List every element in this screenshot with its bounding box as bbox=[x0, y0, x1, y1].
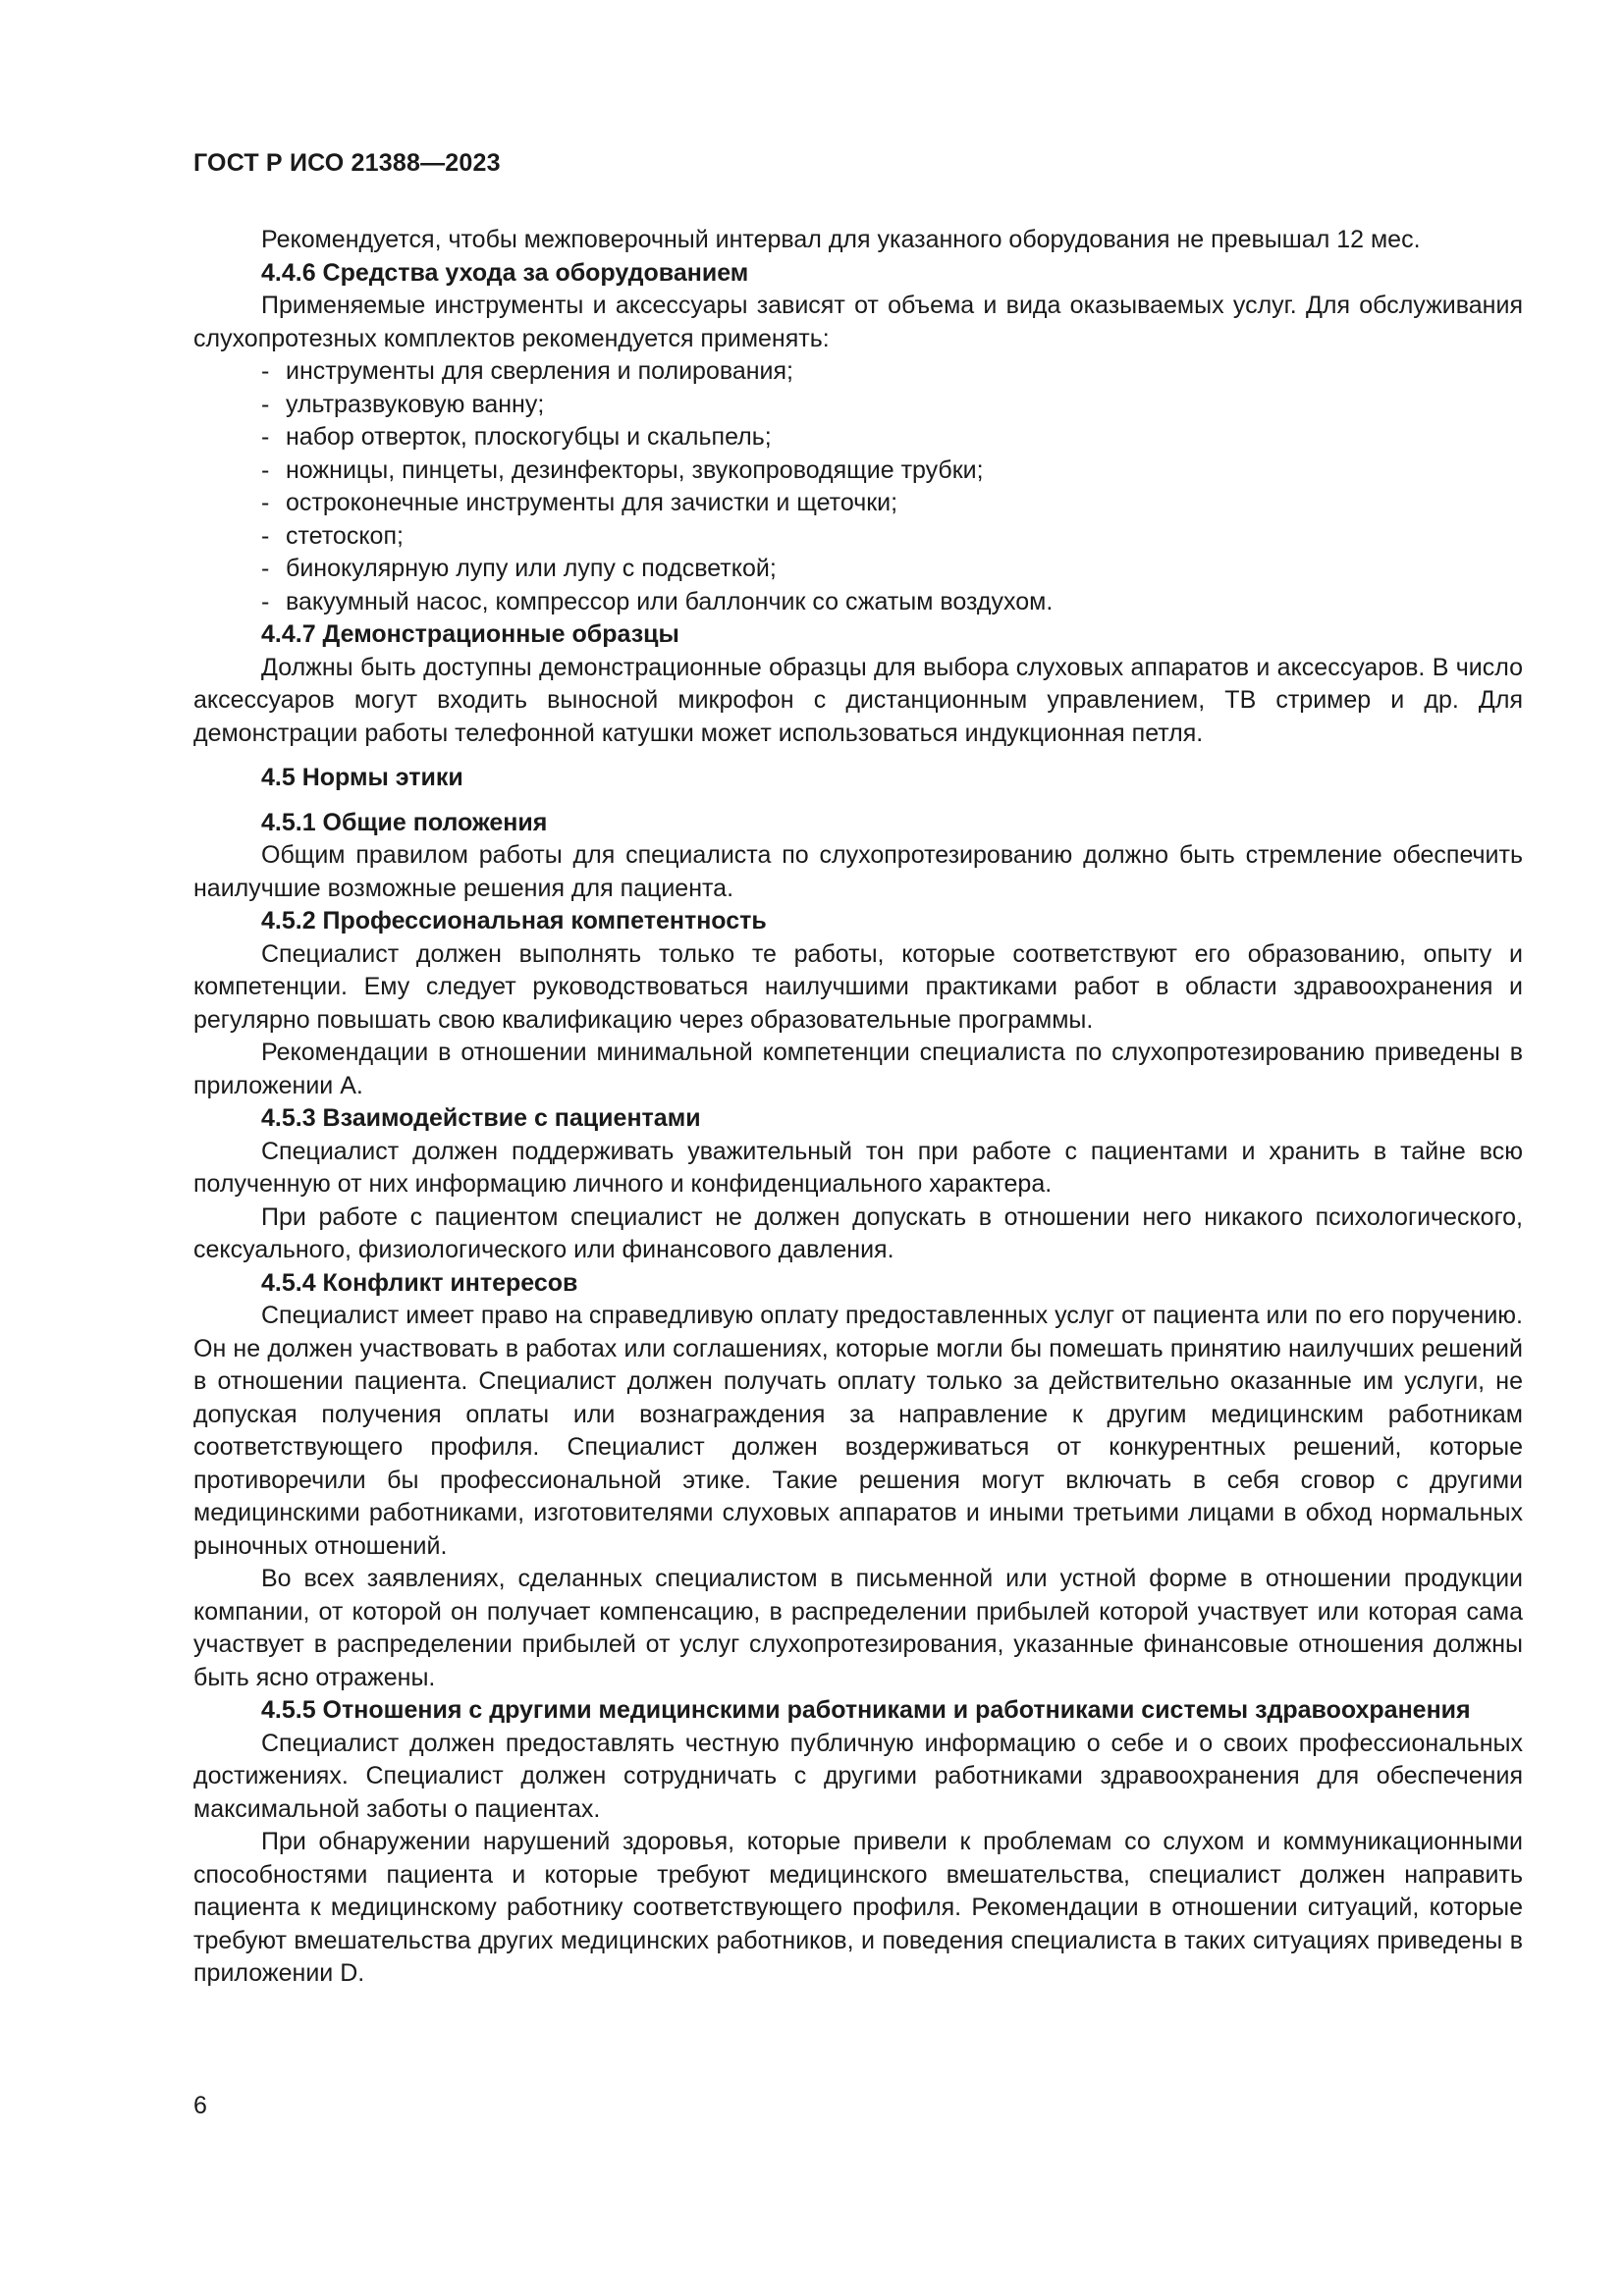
heading-4-5-4: 4.5.4 Конфликт интересов bbox=[261, 1268, 578, 1297]
paragraph-4-5-1: Общим правилом работы для специалиста по слухопротезированию должно быть стремление обеспечить наилучшие возможные решения для пациента. bbox=[193, 841, 1523, 902]
paragraph-4-5-5-a: Специалист должен предоставлять честную публичную информацию о себе и о своих профессиональных достижениях. Специалист должен сотрудничать с другими работниками здравоохранения для обеспечения максимальной заботы о пациентах. bbox=[193, 1729, 1523, 1823]
paragraph-4-4-7: Должны быть доступны демонстрационные образцы для выбора слуховых аппаратов и аксессуаров. В число аксессуаров могут входить выносной микрофон с дистанционным управлением, ТВ стример и др. Для демонстрации работы телефонной катушки может использоваться индукционная петля. bbox=[193, 653, 1523, 747]
heading-4-4-6: 4.4.6 Средства ухода за оборудованием bbox=[261, 258, 749, 287]
list-item: - вакуумный насос, компрессор или баллончик со сжатым воздухом. bbox=[261, 586, 1523, 619]
list-item: - стетоскоп; bbox=[261, 520, 1523, 554]
list-item: - инструменты для сверления и полирования; bbox=[261, 355, 1523, 389]
paragraph-4-5-5-b: При обнаружении нарушений здоровья, которые привели к проблемам со слухом и коммуникационными способностями пациента и которые требуют медицинского вмешательства, специалист должен направить пациента к медицинскому работнику соответствующего профиля. Рекомендации в отношении ситуаций, которые требуют вмешательства других медицинских работников, и поведения специалиста в таких ситуациях приведены в приложении D. bbox=[193, 1828, 1523, 1987]
document-body bbox=[193, 224, 1523, 1991]
list-dash: - bbox=[261, 555, 270, 582]
list-dash: - bbox=[261, 357, 270, 385]
list-item: - набор отверток, плоскогубцы и скальпель; bbox=[261, 421, 1523, 454]
paragraph-4-4-6: Применяемые инструменты и аксессуары зависят от объема и вида оказываемых услуг. Для обслуживания слухопротезных комплектов рекомендуется применять: bbox=[193, 292, 1523, 352]
list-item: - ножницы, пинцеты, дезинфекторы, звукопроводящие трубки; bbox=[261, 454, 1523, 488]
paragraph-4-5-4-a: Специалист имеет право на справедливую оплату предоставленных услуг от пациента или по его поручению. Он не должен участвовать в работах или соглашениях, которые могли бы помешать принятию наилучших решений в отношении пациента. Специалист должен получать оплату только за действительно оказанные им услуги, не допуская получения оплаты или вознаграждения за направление к другим медицинским работникам соответствующего профиля. Специалист должен воздерживаться от конкурентных решений, которые противоречили бы профессиональной этике. Такие решения могут включать в себя сговор с другими медицинскими работниками, изготовителями слуховых аппаратов и иными третьими лицами в обход нормальных рыночных отношений. bbox=[193, 1302, 1523, 1560]
heading-4-5-5: 4.5.5 Отношения с другими медицинскими работниками и работниками системы здравоохранения bbox=[261, 1696, 1471, 1724]
heading-4-4-7: 4.4.7 Демонстрационные образцы bbox=[261, 620, 679, 648]
heading-4-5-2: 4.5.2 Профессиональная компетентность bbox=[261, 907, 767, 934]
list-dash: - bbox=[261, 423, 270, 451]
page-number: 6 bbox=[193, 2092, 207, 2119]
list-item: - ультразвуковую ванну; bbox=[261, 389, 1523, 422]
paragraph-4-5-2-b: Рекомендации в отношении минимальной компетенции специалиста по слухопротезированию приведены в приложении А. bbox=[193, 1039, 1523, 1099]
document-header: ГОСТ Р ИСО 21388—2023 bbox=[193, 149, 501, 177]
list-dash: - bbox=[261, 521, 270, 550]
list-dash: - bbox=[261, 489, 270, 516]
list-item: - бинокулярную лупу или лупу с подсветкой; bbox=[261, 553, 1523, 586]
heading-4-5-1: 4.5.1 Общие положения bbox=[261, 808, 548, 836]
paragraph-4-5-3-b: При работе с пациентом специалист не должен допускать в отношении него никакого психологического, сексуального, физиологического или финансового давления. bbox=[193, 1202, 1523, 1263]
list-dash: - bbox=[261, 390, 270, 418]
paragraph-4-5-4-b: Во всех заявлениях, сделанных специалистом в письменной или устной форме в отношении продукции компании, от которой он получает компенсацию, в распределении прибылей которой участвует или которая сама участвует в распределении прибылей от услуг слухопротезирования, указанные финансовые отношения должны быть ясно отражены. bbox=[193, 1565, 1523, 1691]
paragraph-4-5-2-a: Специалист должен выполнять только те работы, которые соответствуют его образованию, опыту и компетенции. Ему следует руководствоваться наилучшими практиками работ в области здравоохранения и регулярно повышать свою квалификацию через образовательные программы. bbox=[193, 939, 1523, 1034]
list-dash: - bbox=[261, 587, 270, 615]
paragraph-4-5-3-a: Специалист должен поддерживать уважительный тон при работе с пациентами и хранить в тайне всю полученную от них информацию личного и конфиденциального характера. bbox=[193, 1137, 1523, 1198]
list-item: - остроконечные инструменты для зачистки и щеточки; bbox=[261, 487, 1523, 520]
heading-4-5: 4.5 Нормы этики bbox=[261, 764, 463, 791]
heading-4-5-3: 4.5.3 Взаимодействие с пациентами bbox=[261, 1104, 701, 1132]
list-dash: - bbox=[261, 455, 270, 484]
tools-list bbox=[193, 355, 1523, 618]
paragraph-calibration-interval: Рекомендуется, чтобы межповерочный интервал для указанного оборудования не превышал 12 мес. bbox=[261, 226, 1421, 253]
